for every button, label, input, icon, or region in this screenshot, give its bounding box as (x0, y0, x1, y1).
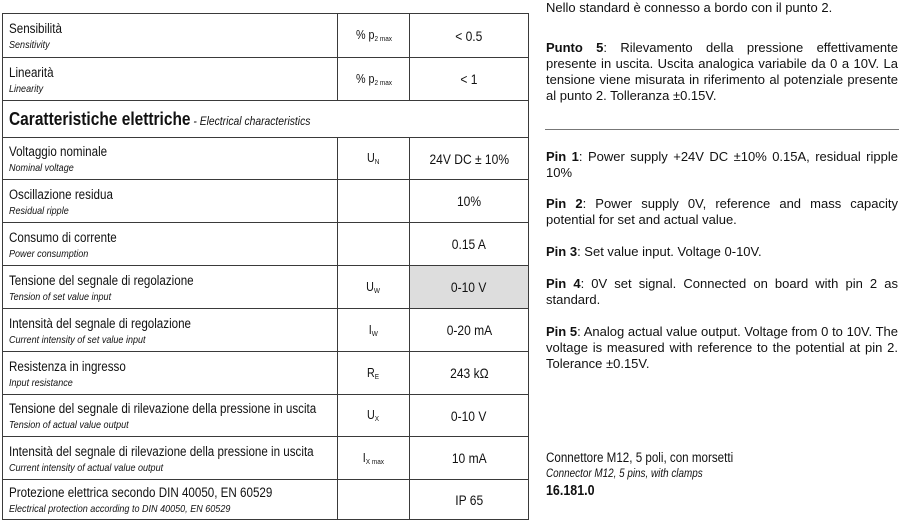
pin-label: Pin 1 (546, 149, 579, 164)
value-cell-highlighted (410, 266, 529, 309)
param-value: 0-20 mA (446, 322, 492, 338)
symbol-subscript: X max (365, 456, 385, 466)
param-name-en: Electrical protection according to DIN 40050, EN 60529 (9, 503, 231, 515)
param-name-en: Tension of set value input (9, 290, 112, 303)
param-value: < 1 (460, 71, 478, 87)
table-row (3, 138, 529, 180)
param-name-it: Consumo di corrente (9, 229, 117, 245)
table-row (3, 395, 529, 437)
param-name-en: Linearity (9, 82, 44, 95)
param-value: 243 kΩ (449, 365, 489, 381)
symbol: % p (355, 28, 374, 42)
section-divider (545, 129, 899, 130)
param-name-en: Current intensity of set value input (9, 333, 146, 346)
param-name-it: Voltaggio nominale (9, 144, 108, 159)
table-row (3, 223, 529, 266)
symbol-cell (338, 58, 410, 101)
symbol-subscript: X (375, 414, 380, 423)
param-label-cell (3, 138, 338, 180)
section-title: Caratteristiche elettriche - Electrical characteristics (9, 108, 311, 129)
value-cell (410, 138, 529, 180)
pin-label: Pin 3 (546, 244, 578, 259)
param-label-cell (3, 223, 338, 266)
value-cell (410, 180, 529, 223)
param-label-cell (3, 352, 338, 395)
symbol: % p (355, 71, 374, 86)
param-name-en: Current intensity of actual value output (9, 461, 164, 474)
param-value: 0.15 A (451, 236, 487, 252)
param-value: IP 65 (455, 491, 483, 508)
param-label-cell (3, 437, 338, 480)
table-row (3, 309, 529, 352)
param-name-it: Tensione del segnale di regolazione (9, 272, 194, 288)
pin-label: Pin 4 (546, 276, 581, 291)
symbol: R (367, 365, 376, 380)
symbol: U (367, 151, 376, 165)
param-name-it: Intensità del segnale di rilevazione della pressione in uscita (9, 443, 314, 459)
connector-info (546, 449, 764, 500)
section-header-row (3, 101, 529, 138)
value-cell (410, 352, 529, 395)
symbol-cell (338, 437, 410, 480)
symbol-subscript: 2 max (373, 34, 392, 43)
symbol-cell (338, 395, 410, 437)
symbol-subscript: E (375, 371, 380, 381)
connector-code: 16.181.0 (546, 483, 595, 499)
table-row (3, 180, 529, 223)
param-name-en: Residual ripple (9, 204, 69, 217)
param-label-cell (3, 480, 338, 520)
table-row (3, 266, 529, 309)
paragraph-pin1: Pin 1: Power supply +24V DC ±10% 0.15A, residual ripple 10% (546, 149, 898, 180)
param-value: 0-10 V (451, 279, 487, 295)
value-cell (410, 480, 529, 520)
symbol: I (362, 450, 366, 465)
param-name-it: Protezione elettrica secondo DIN 40050, EN 60529 (9, 485, 273, 500)
param-name-it: Linearità (9, 64, 54, 80)
param-label-cell (3, 266, 338, 309)
symbol-cell (338, 14, 410, 58)
symbol-subscript: W (371, 328, 379, 338)
symbol-subscript: N (375, 157, 380, 166)
paragraph-pin3: Pin 3: Set value input. Voltage 0-10V. (546, 244, 762, 259)
symbol-cell (338, 309, 410, 352)
table-row-sensitivity (3, 14, 529, 58)
value-cell (410, 58, 529, 101)
param-label-cell (3, 180, 338, 223)
table-row (3, 480, 529, 520)
value-cell (410, 223, 529, 266)
param-name-it: Intensità del segnale di regolazione (9, 315, 192, 331)
param-value: 24V DC ± 10% (429, 150, 509, 167)
symbol-cell (338, 352, 410, 395)
param-value: 0-10 V (451, 407, 487, 424)
param-name-en: Input resistance (9, 376, 73, 389)
value-cell (410, 14, 529, 58)
param-name-en: Power consumption (9, 247, 89, 260)
symbol-cell (338, 480, 410, 520)
paragraph-it-1: Nello standard è connesso a bordo con il punto 2. (546, 0, 833, 15)
connector-title-en: Connector M12, 5 pins, with clamps (546, 468, 703, 480)
paragraph-pin2: Pin 2: Power supply 0V, reference and mass capacity potential for set and actual value. (546, 196, 898, 227)
symbol-cell (338, 266, 410, 309)
pin-label: Punto 5 (546, 40, 604, 55)
value-cell (410, 395, 529, 437)
symbol-subscript: 2 max (373, 77, 392, 87)
param-label-cell (3, 14, 338, 58)
param-label-cell (3, 395, 338, 437)
param-label-cell (3, 309, 338, 352)
param-name-it: Tensione del segnale di rilevazione della pressione in uscita (9, 401, 317, 416)
symbol-subscript: W (374, 285, 381, 295)
param-value: 10% (456, 193, 482, 209)
param-name-en: Sensitivity (9, 39, 50, 51)
param-name-it: Resistenza in ingresso (9, 358, 126, 374)
pin-label: Pin 2 (546, 196, 583, 211)
symbol-cell (338, 223, 410, 266)
symbol-cell (338, 180, 410, 223)
pin-label: Pin 5 (546, 324, 578, 339)
section-header (3, 101, 529, 138)
value-cell (410, 437, 529, 480)
param-value: 10 mA (451, 450, 487, 466)
param-name-it: Sensibilità (9, 21, 62, 36)
symbol: I (368, 322, 372, 337)
param-name-en: Tension of actual value output (9, 419, 129, 431)
param-value: < 0.5 (455, 27, 483, 44)
symbol-cell (338, 138, 410, 180)
param-name-it: Oscillazione residua (9, 186, 113, 202)
param-label-cell (3, 58, 338, 101)
paragraph-it-punto5: Punto 5: Rilevamento della pressione effettivamente presente in uscita. Uscita analogica variabile da 0 a 10V. La tensione viene misurata in riferimento al potenziale presente al punto 2. Tolleranza ±0.15V. (546, 40, 898, 103)
table-row (3, 437, 529, 480)
spec-table (2, 13, 529, 520)
table-row-linearity (3, 58, 529, 101)
connector-title-it: Connettore M12, 5 poli, con morsetti (546, 450, 734, 465)
paragraph-pin5: Pin 5: Analog actual value output. Voltage from 0 to 10V. The voltage is measured with reference to the potential at pin 2. Tolerance ±0.15V. (546, 324, 898, 371)
value-cell (410, 309, 529, 352)
paragraph-pin4: Pin 4: 0V set signal. Connected on board with pin 2 as standard. (546, 276, 898, 307)
param-name-en: Nominal voltage (9, 162, 74, 174)
symbol: U (366, 279, 375, 294)
section-subtitle: - Electrical characteristics (190, 113, 311, 128)
table-row (3, 352, 529, 395)
symbol: U (367, 408, 376, 422)
